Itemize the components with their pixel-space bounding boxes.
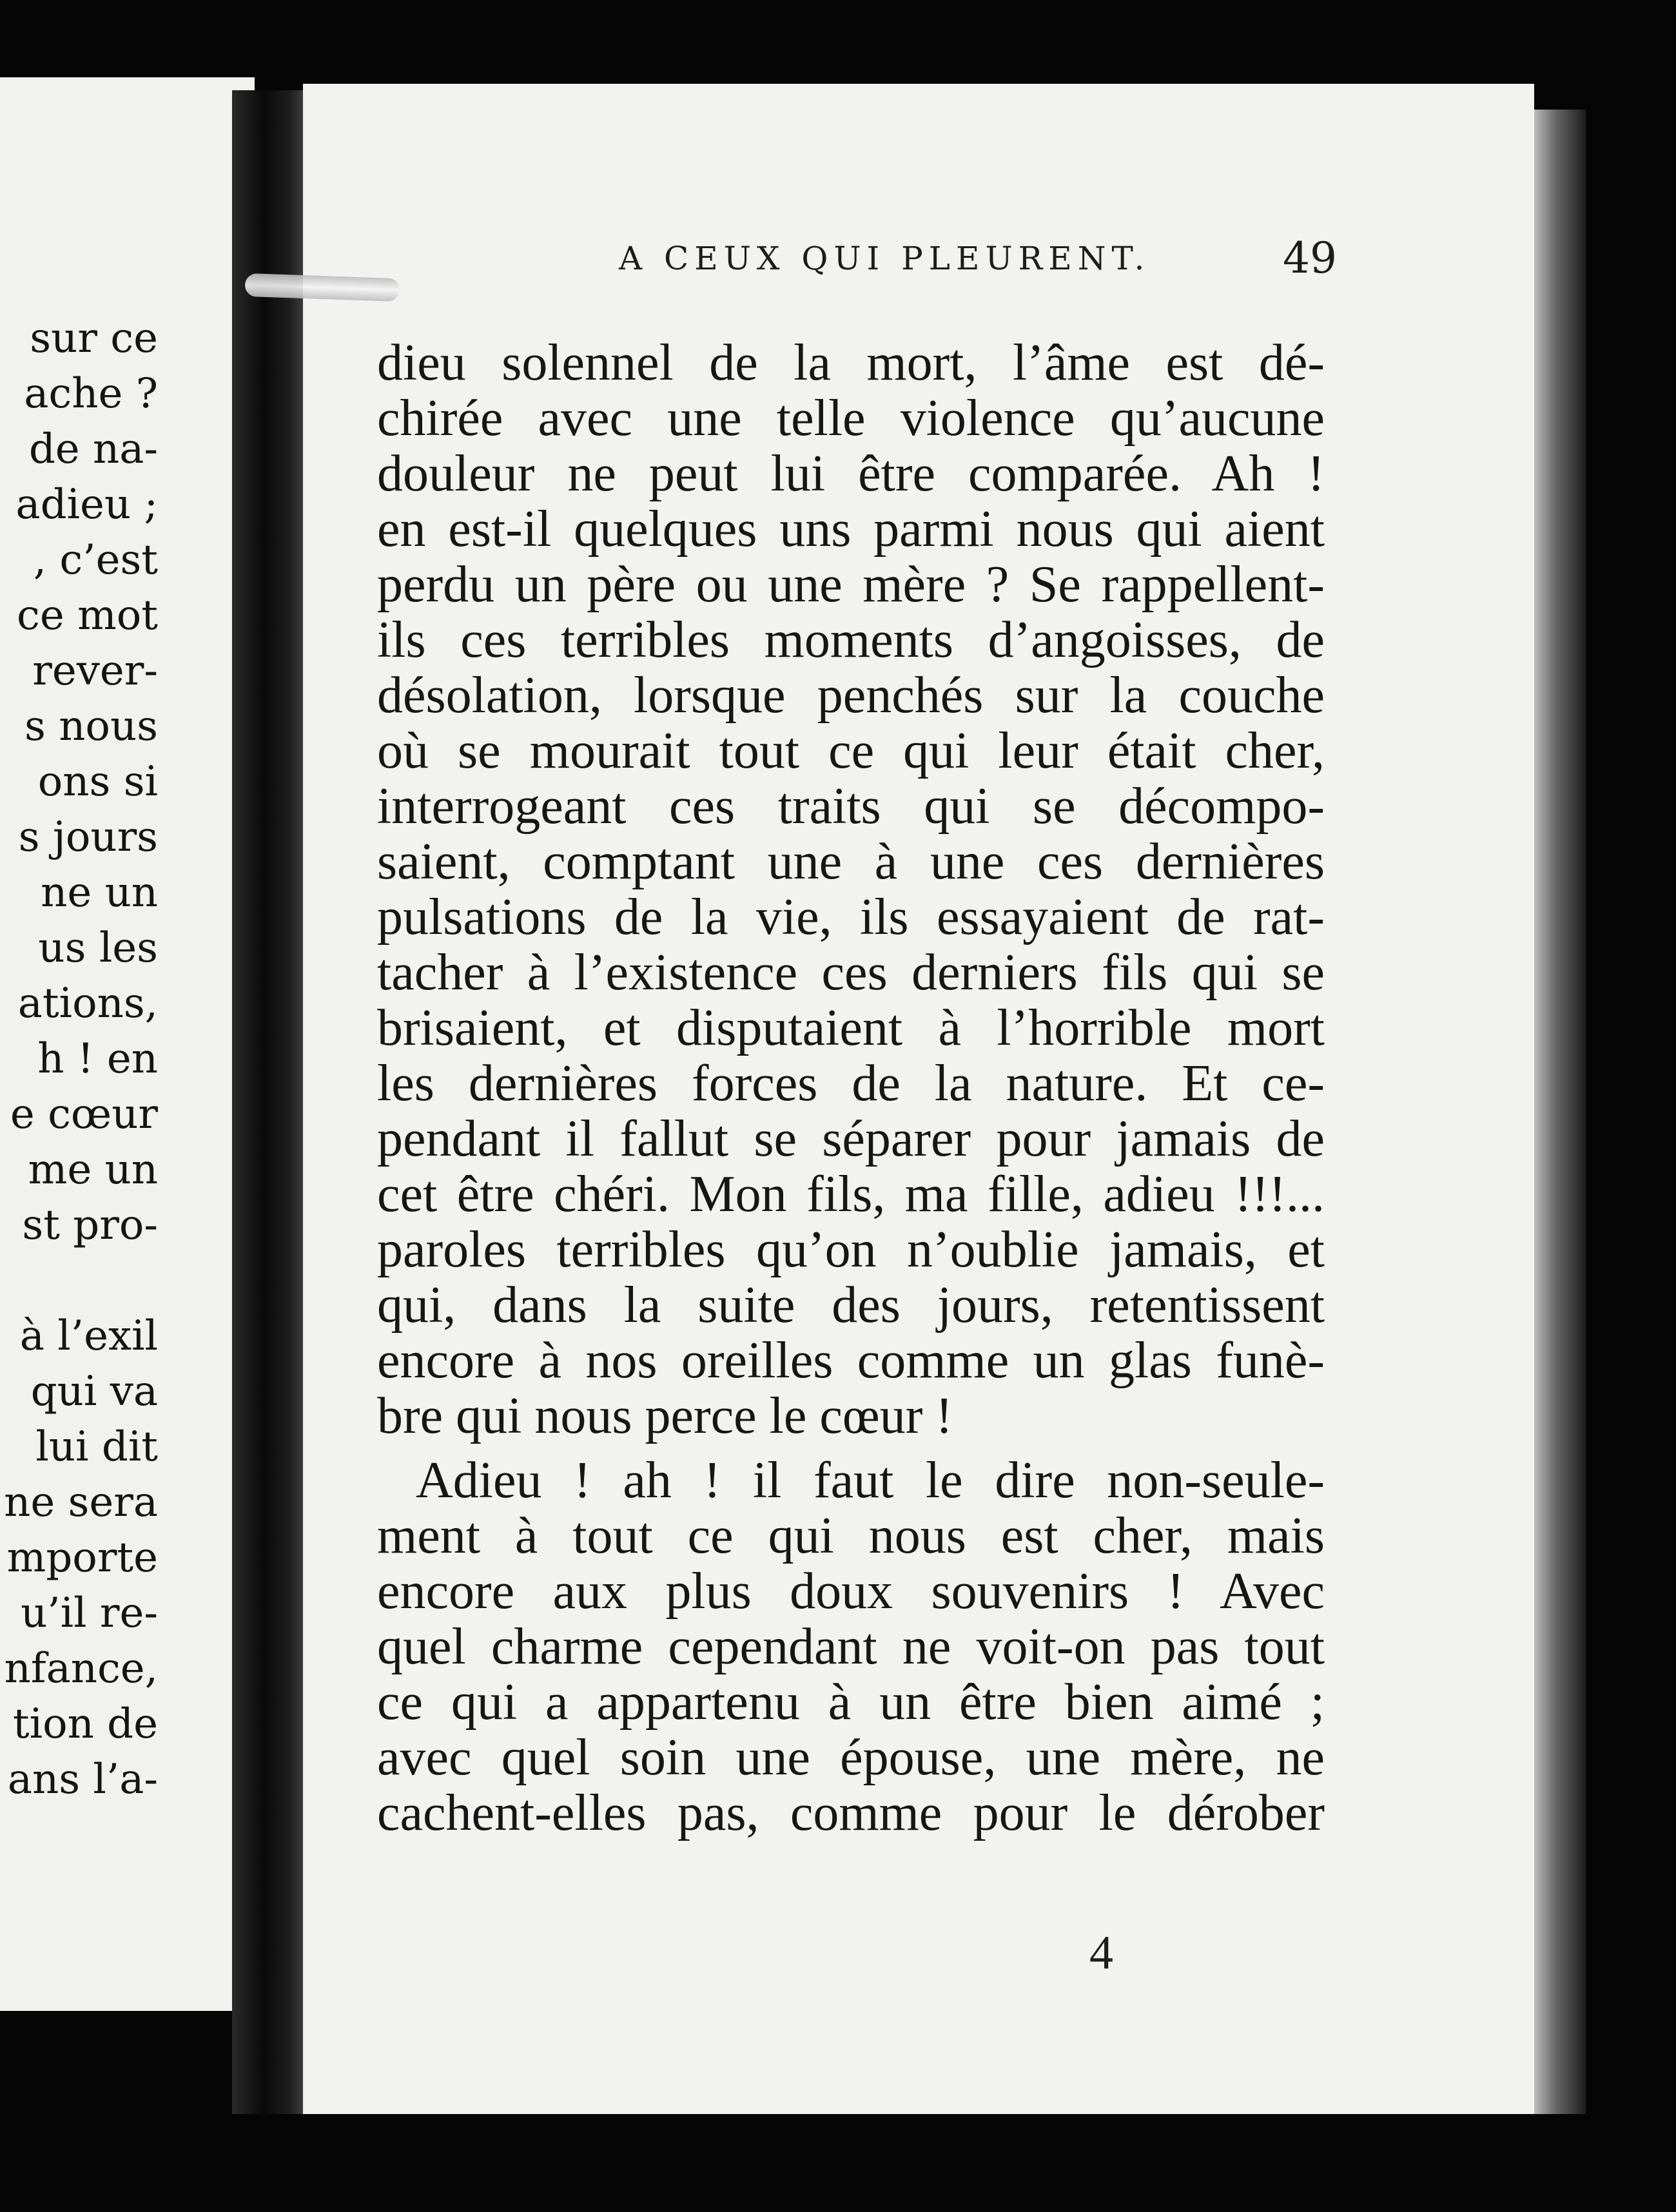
body-line: cet être chéri. Mon fils, ma fille, adieu !!!... (377, 1166, 1325, 1223)
body-line: encore aux plus doux souvenirs ! Avec (377, 1563, 1325, 1620)
left-page-line: u’il re- (21, 1589, 158, 1637)
body-line: quel charme cependant ne voit-on pas tout (377, 1618, 1325, 1675)
body-line: encore à nos oreilles comme un glas funè- (377, 1332, 1325, 1389)
left-page-line: ons si (37, 758, 158, 806)
left-page-line: s nous (24, 703, 158, 750)
left-page-line: tion de (12, 1700, 158, 1748)
left-page-line: ne un (41, 869, 158, 917)
body-line: Adieu ! ah ! il faut le dire non-seule- (416, 1452, 1325, 1509)
left-page-line: qui va (30, 1368, 158, 1415)
body-line: douleur ne peut lui être comparée. Ah ! (377, 445, 1325, 502)
left-page-line: adieu ; (15, 481, 158, 529)
body-line: bre qui nous perce le cœur ! (377, 1388, 953, 1444)
body-line: cachent-elles pas, comme pour le dérober (377, 1785, 1325, 1841)
body-line: désolation, lorsque penchés sur la couche (377, 667, 1325, 724)
body-line: pulsations de la vie, ils essayaient de rat- (377, 889, 1325, 946)
left-page-line: e cœur (10, 1091, 158, 1138)
page-number: 49 (1283, 233, 1337, 283)
left-page-line: sur ce (30, 315, 158, 362)
book-gutter (232, 90, 303, 2114)
left-page-line: ache ? (24, 370, 158, 418)
body-line: tacher à l’existence ces derniers fils qui se (377, 944, 1325, 1001)
left-page-line: h ! en (37, 1035, 158, 1083)
body-line: où se mourait tout ce qui leur était cher, (377, 723, 1325, 779)
left-page-line: ne sera (4, 1479, 158, 1526)
left-page-line: rever- (32, 647, 158, 695)
left-page-line: me un (28, 1146, 158, 1194)
body-line: paroles terribles qu’on n’oublie jamais, et (377, 1221, 1325, 1278)
body-line: ils ces terribles moments d’angoisses, de (377, 612, 1325, 668)
left-page-line: lui dit (35, 1423, 158, 1471)
body-line: en est-il quelques uns parmi nous qui aient (377, 501, 1325, 558)
left-page (0, 77, 255, 2011)
left-page-line: à l’exil (19, 1312, 158, 1360)
body-line: interrogeant ces traits qui se décompo- (377, 778, 1325, 835)
left-page-line: ce mot (17, 592, 158, 639)
left-page-line: nfance, (4, 1645, 158, 1693)
left-page-line: mporte (6, 1534, 158, 1582)
signature-mark: 4 (1089, 1926, 1113, 1979)
running-head: A CEUX QUI PLEURENT. (619, 240, 1151, 277)
body-line: pendant il fallut se séparer pour jamais de (377, 1111, 1325, 1167)
left-page-line: , c’est (33, 536, 158, 584)
left-page-line: st pro- (22, 1201, 158, 1249)
left-page-line: s jours (18, 813, 158, 861)
body-line: perdu un père ou une mère ? Se rappellent- (377, 556, 1325, 613)
left-page-line: ations, (17, 980, 158, 1027)
body-line: saient, comptant une à une ces dernières (377, 833, 1325, 890)
body-line: qui, dans la suite des jours, retentissent (377, 1277, 1325, 1334)
body-line: chirée avec une telle violence qu’aucune (377, 390, 1325, 447)
left-page-line: ans l’a- (7, 1756, 158, 1803)
page-edge (1534, 110, 1586, 2114)
left-page-line: de na- (28, 425, 158, 473)
body-line: les dernières forces de la nature. Et ce- (377, 1055, 1325, 1112)
left-page-line: us les (38, 924, 158, 972)
body-line: ment à tout ce qui nous est cher, mais (377, 1508, 1325, 1564)
body-line: ce qui a appartenu à un être bien aimé ; (377, 1674, 1325, 1731)
body-line: dieu solennel de la mort, l’âme est dé- (377, 335, 1325, 391)
body-line: avec quel soin une épouse, une mère, ne (377, 1729, 1325, 1786)
body-line: brisaient, et disputaient à l’horrible mort (377, 1000, 1325, 1056)
